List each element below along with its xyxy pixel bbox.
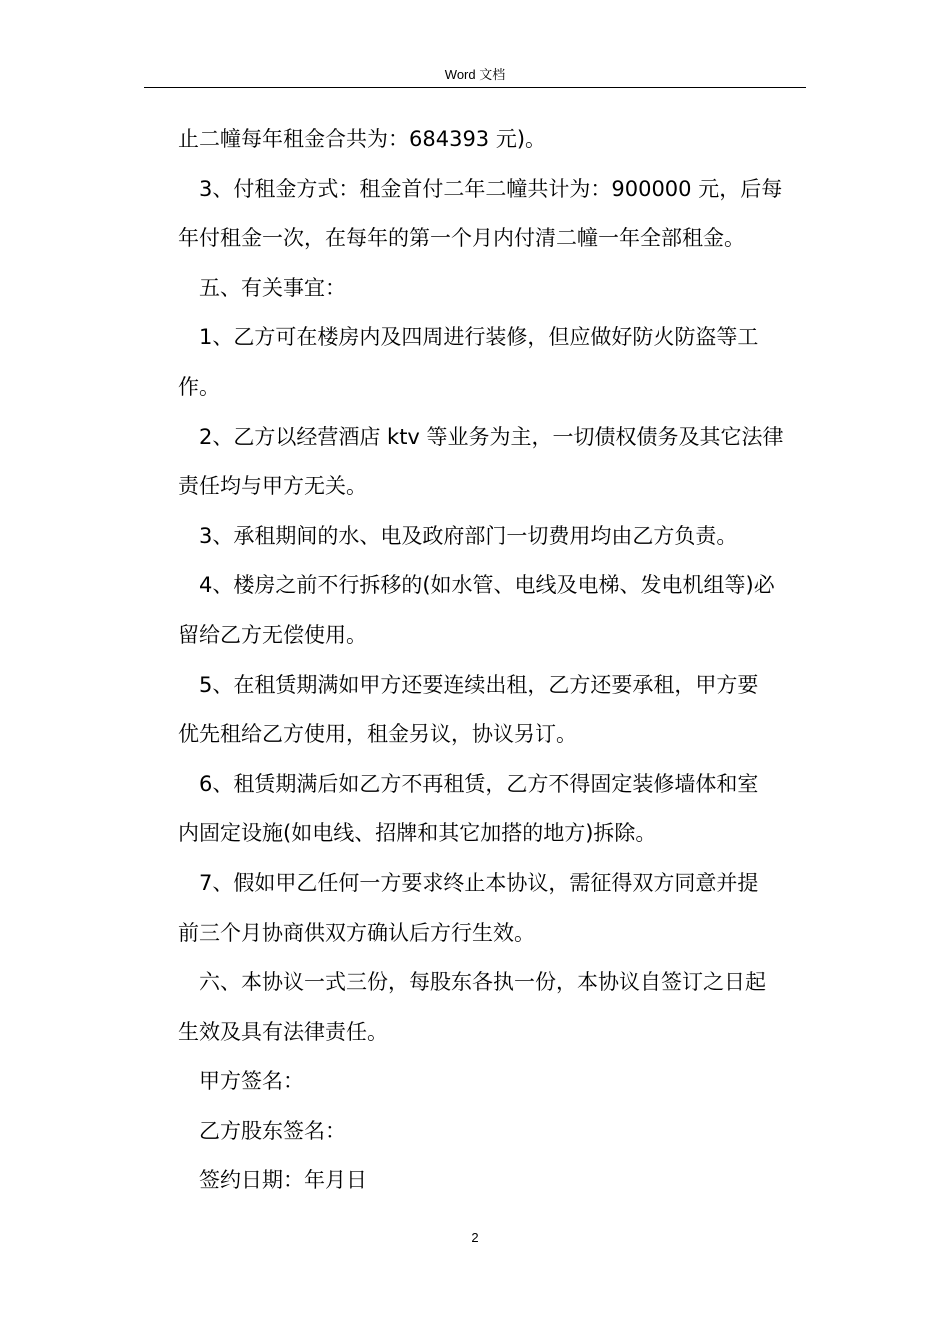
- signing-date: 签约日期：年月日: [199, 1168, 367, 1193]
- text-line: 生效及具有法律责任。: [178, 1019, 388, 1044]
- text-line: 2、乙方以经营酒店 ktv 等业务为主，一切债权债务及其它法律: [199, 424, 784, 449]
- text-line: 内固定设施(如电线、招牌和其它加搭的地方)拆除。: [178, 821, 657, 846]
- text-line: 作。: [178, 374, 220, 399]
- text-line: 止二幢每年租金合共为：684393 元)。: [178, 127, 547, 151]
- text-line: 前三个月协商供双方确认后方行生效。: [178, 920, 535, 945]
- page-number: 2: [471, 1230, 479, 1245]
- text-line: 1、乙方可在楼房内及四周进行装修，但应做好防火防盗等工: [199, 325, 759, 350]
- signature-party-b: 乙方股东签名：: [199, 1118, 346, 1143]
- text-line: 5、在租赁期满如甲方还要连续出租，乙方还要承租，甲方要: [199, 672, 759, 697]
- signature-party-a: 甲方签名：: [199, 1069, 304, 1094]
- text-line: 6、租赁期满后如乙方不再租赁，乙方不得固定装修墙体和室: [199, 771, 759, 796]
- text-line: 优先租给乙方使用，租金另议，协议另订。: [178, 722, 577, 747]
- text-line: 4、楼房之前不行拆移的(如水管、电线及电梯、发电机组等)必: [199, 573, 775, 598]
- header-title: Word 文档: [444, 67, 506, 82]
- text-line: 责任均与甲方无关。: [178, 474, 367, 499]
- text-line: 六、本协议一式三份，每股东各执一份，本协议自签订之日起: [199, 970, 766, 995]
- text-line: 留给乙方无偿使用。: [178, 622, 367, 647]
- text-line: 3、承租期间的水、电及政府部门一切费用均由乙方负责。: [199, 523, 738, 548]
- document-body: [178, 124, 806, 1215]
- text-line: 年付租金一次，在每年的第一个月内付清二幢一年全部租金。: [178, 226, 745, 251]
- page-header: [144, 62, 806, 88]
- text-line: 3、付租金方式：租金首付二年二幢共计为：900000 元，后每: [199, 176, 783, 201]
- text-line: 7、假如甲乙任何一方要求终止本协议，需征得双方同意并提: [199, 870, 759, 895]
- section-heading: 五、有关事宜：: [199, 275, 346, 300]
